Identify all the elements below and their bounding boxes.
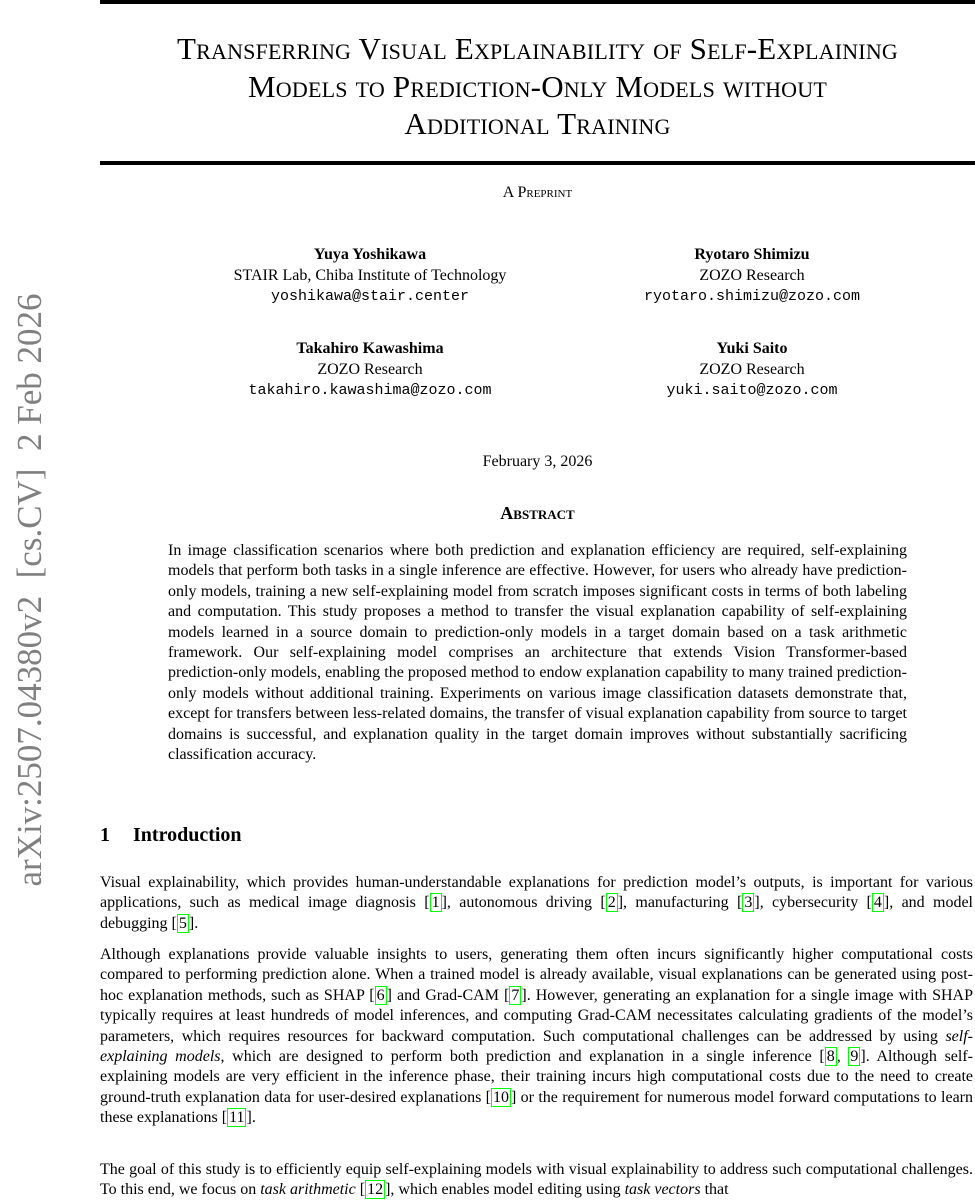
title-line: Transferring Visual Explainability of Self-Explaining	[176, 31, 899, 66]
author-block	[170, 338, 570, 401]
paragraph-text: ], autonomous driving [	[441, 894, 606, 912]
arxiv-identifier-sidebar: arXiv:2507.04380v2 [cs.CV] 2 Feb 2026	[10, 293, 49, 887]
author-affiliation: ZOZO Research	[699, 361, 805, 378]
paragraph-text: ], manufacturing [	[617, 894, 743, 912]
author-email[interactable]: yuki.saito@zozo.com	[666, 382, 838, 399]
section-number: 1	[100, 824, 110, 846]
citation-link[interactable]: 11	[229, 1109, 245, 1127]
preprint-label: A Preprint	[502, 184, 573, 201]
paragraph-text: Visual explainability, which provides human-understandable explanations for prediction model’s outputs, is important for various applications, such as medical image diagnosis [	[100, 874, 973, 912]
citation-link[interactable]: 1	[431, 894, 440, 912]
section-title: Introduction	[133, 824, 242, 846]
paragraph-text: ] or the requirement for numerous model forward computations to learn these explanations [	[100, 1088, 973, 1127]
paragraph-text: ]. Although self-explaining models are very efficient in the inference phase, their training incurs high computational costs due to the need to create ground-truth explanation data for user-desired explanations [	[100, 1048, 974, 1106]
citation-link[interactable]: 6	[376, 986, 385, 1004]
citation-link[interactable]: 12	[367, 1181, 384, 1199]
paper-title	[100, 30, 975, 143]
title-line: Models to Prediction-Only Models without	[248, 68, 827, 104]
author-block	[552, 338, 952, 401]
emphasized-term: task arithmetic	[260, 1181, 356, 1199]
body-paragraph	[100, 873, 973, 934]
title-line: Additional Training	[404, 106, 671, 141]
emphasized-term: self-explaining models	[100, 1027, 973, 1066]
abstract-text: In image classification scenarios where both prediction and explanation efficiency are required, self-explaining models that perform both tasks in a single inference are effective. However, for users who already have prediction-only models, training a new self-explaining model from scratch imposes significant costs in terms of both labeling and computation. This study proposes a method to transfer the visual explanation capability of self-explaining models learned in a source domain to prediction-only models in a target domain based on a task arithmetic framework. Our self-explaining model comprises an architecture that extends Vision Transformer-based prediction-only models, enabling the proposed method to endow explanation capability to many trained prediction-only models without additional training. Experiments on various image classification datasets demonstrate that, except for transfers between less-related domains, the transfer of visual explanation capability from source to target domains is successful, and explanation quality in the target domain improves without substantially sacrificing classification accuracy.	[168, 542, 907, 764]
author-block	[552, 244, 952, 307]
abstract-heading: Abstract	[500, 503, 575, 523]
author-affiliation: ZOZO Research	[699, 267, 805, 284]
paragraph-text: ], and model debugging [	[100, 894, 974, 932]
paragraph-text: [	[355, 1181, 366, 1199]
paragraph-text: ].	[188, 914, 199, 932]
emphasized-term: task vectors	[624, 1181, 701, 1199]
citation-link[interactable]: 9	[850, 1048, 859, 1066]
title-bottom-rule	[100, 161, 975, 165]
paper-date: February 3, 2026	[482, 453, 593, 470]
author-block	[170, 244, 570, 307]
paragraph-text: The goal of this study is to efficiently equip self-explaining models with visual explainability to address such computational challenges. To this end, we focus on	[100, 1161, 973, 1199]
paragraph-text: that	[700, 1181, 729, 1199]
author-email[interactable]: takahiro.kawashima@zozo.com	[248, 382, 492, 399]
paragraph-text: ] and Grad-CAM [	[386, 986, 510, 1004]
author-name: Yuya Yoshikawa	[313, 246, 427, 263]
body-paragraph	[100, 945, 973, 1129]
paragraph-text: ,	[836, 1048, 849, 1066]
author-name: Ryotaro Shimizu	[694, 246, 810, 263]
top-rule	[100, 0, 975, 4]
section-heading	[100, 824, 242, 847]
citation-link[interactable]: 4	[873, 894, 882, 912]
author-email[interactable]: ryotaro.shimizu@zozo.com	[643, 288, 861, 305]
author-affiliation: ZOZO Research	[317, 361, 423, 378]
body-paragraph	[100, 1160, 973, 1201]
author-name: Takahiro Kawashima	[296, 340, 444, 357]
paragraph-text: ].	[246, 1109, 256, 1127]
citation-link[interactable]: 10	[492, 1088, 509, 1106]
paragraph-text: ], which enables model editing using	[385, 1181, 625, 1199]
paragraph-text: ]. However, generating an explanation for a single image with SHAP typically requires at least hundreds of model inferences, and computing Grad-CAM necessitates calculating gradients of the model’s parameters, which requires resources for backward computation. Such computational challenges can be addressed by using	[100, 986, 973, 1045]
author-email[interactable]: yoshikawa@stair.center	[270, 288, 470, 305]
author-affiliation: STAIR Lab, Chiba Institute of Technology	[233, 267, 507, 284]
paragraph-text: ], cybersecurity [	[754, 894, 872, 912]
citation-link[interactable]: 8	[826, 1048, 835, 1066]
citation-link[interactable]: 7	[511, 986, 520, 1004]
author-name: Yuki Saito	[716, 340, 788, 357]
citation-link[interactable]: 2	[607, 894, 616, 912]
citation-link[interactable]: 5	[178, 914, 187, 932]
paragraph-text: , which are designed to perform both prediction and explanation in a single inference [	[220, 1048, 825, 1066]
citation-link[interactable]: 3	[744, 894, 753, 912]
paragraph-text: Although explanations provide valuable insights to users, generating them often incurs significantly higher computational costs compared to performing prediction alone. When a trained model is already available, visual explanations can be generated using post-hoc explanation methods, such as SHAP [	[100, 946, 973, 1004]
